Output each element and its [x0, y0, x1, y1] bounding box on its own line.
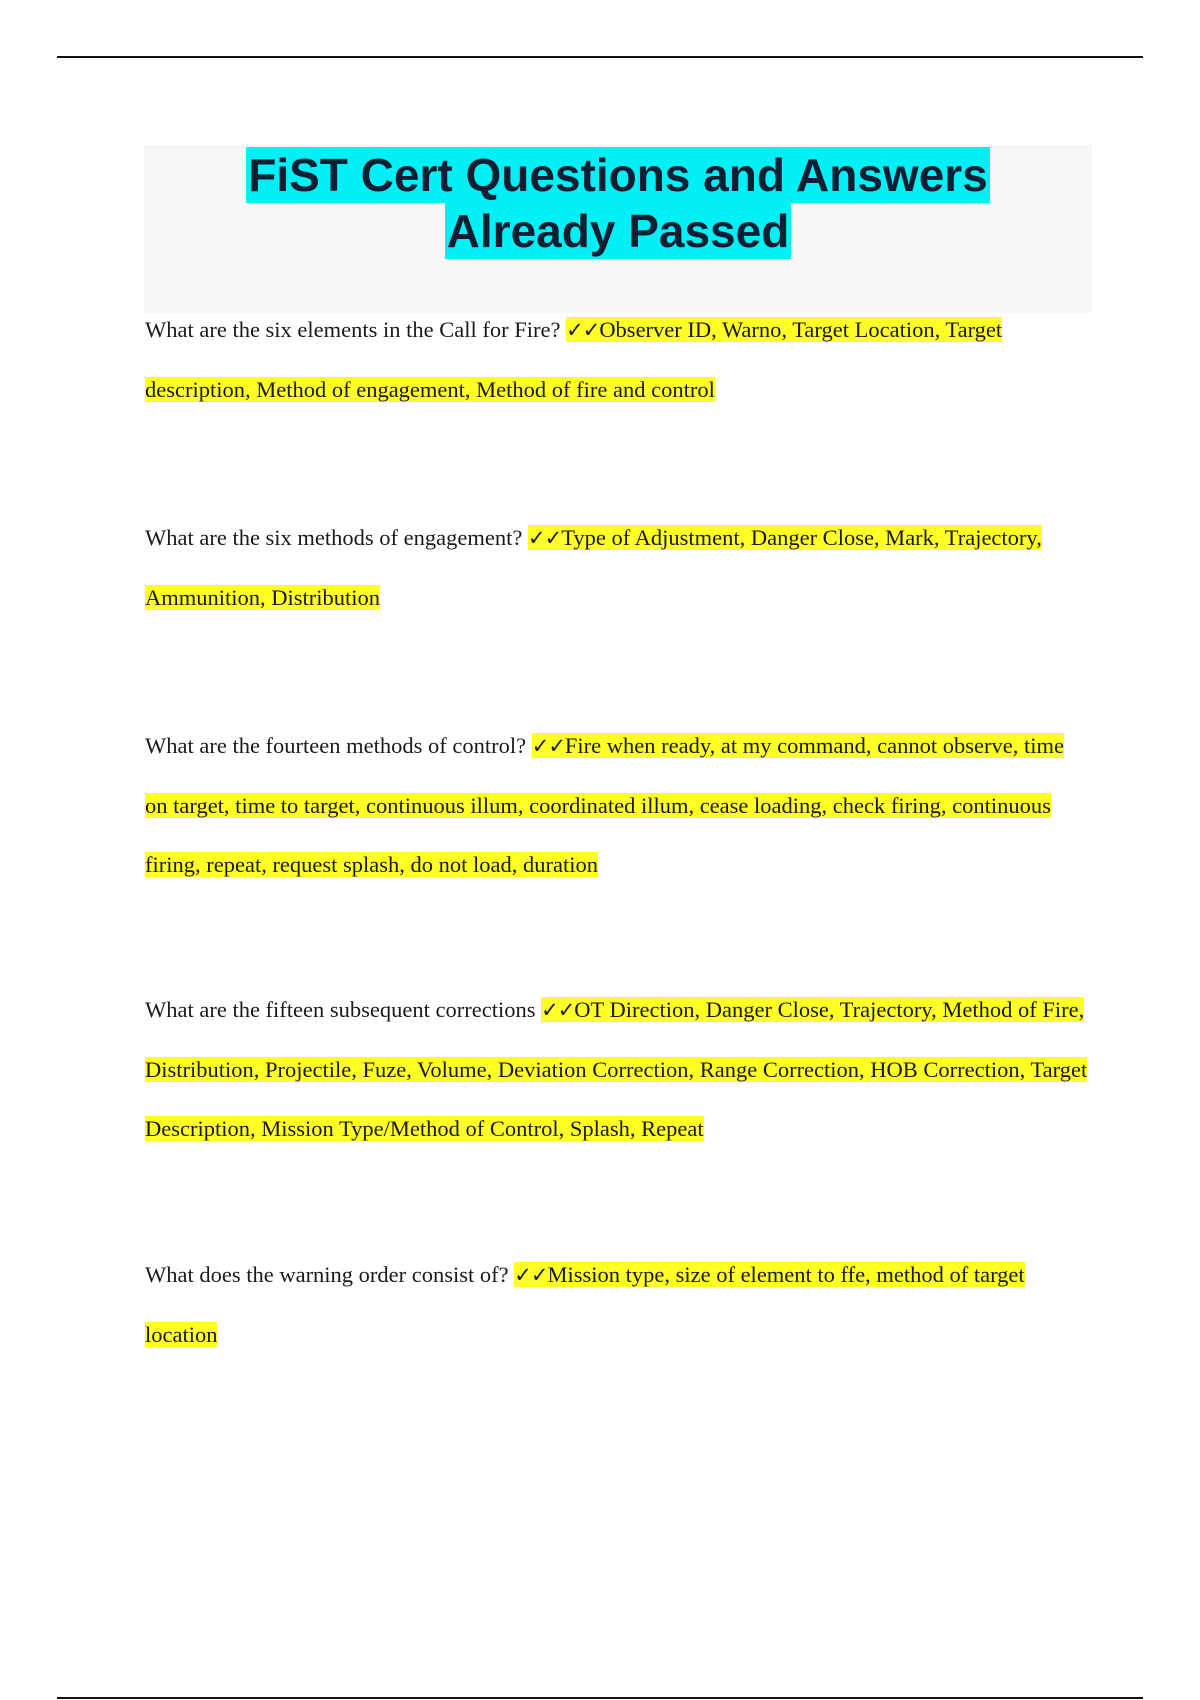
qa-item-4: [145, 980, 1090, 1158]
qa-item-2: [145, 508, 1090, 627]
double-check-icon: ✓✓: [514, 1263, 548, 1287]
question-text: What are the six methods of engagement?: [145, 525, 523, 550]
question-text: What does the warning order consist of?: [145, 1262, 509, 1287]
document-title-line-1: FiST Cert Questions and Answers: [248, 149, 988, 201]
answer-text: Mission type, size of element to ffe, method of target location: [145, 1262, 1025, 1347]
question-text: What are the fourteen methods of control?: [145, 733, 527, 758]
qa-item-5: [145, 1245, 1090, 1364]
title-block: [144, 145, 1092, 313]
bottom-divider: [57, 1697, 1143, 1699]
qa-item-1: [145, 300, 1090, 419]
answer-text: OT Direction, Danger Close, Trajectory, Method of Fire, Distribution, Projectile, Fuze, Volume, Deviation Correction, Range Correction, HOB Correction, Target Description, Mission Type/Method of Control, Splash, Repeat: [145, 997, 1088, 1141]
double-check-icon: ✓✓: [531, 734, 565, 758]
double-check-icon: ✓✓: [566, 318, 600, 342]
qa-item-3: [145, 716, 1090, 894]
answer-text: Observer ID, Warno, Target Location, Target description, Method of engagement, Method of fire and control: [145, 317, 1003, 402]
answer-text: Fire when ready, at my command, cannot observe, time on target, time to target, continuous illum, coordinated illum, cease loading, check firing, continuous firing, repeat, request splash, do not load, duration: [145, 733, 1064, 877]
answer-text: Type of Adjustment, Danger Close, Mark, Trajectory, Ammunition, Distribution: [145, 525, 1042, 610]
double-check-icon: ✓✓: [541, 998, 575, 1022]
question-text: What are the fifteen subsequent corrections: [145, 997, 536, 1022]
double-check-icon: ✓✓: [527, 526, 562, 550]
top-divider: [57, 56, 1143, 58]
document-title-line-2: Already Passed: [446, 205, 790, 257]
question-text: What are the six elements in the Call for Fire?: [145, 317, 561, 342]
